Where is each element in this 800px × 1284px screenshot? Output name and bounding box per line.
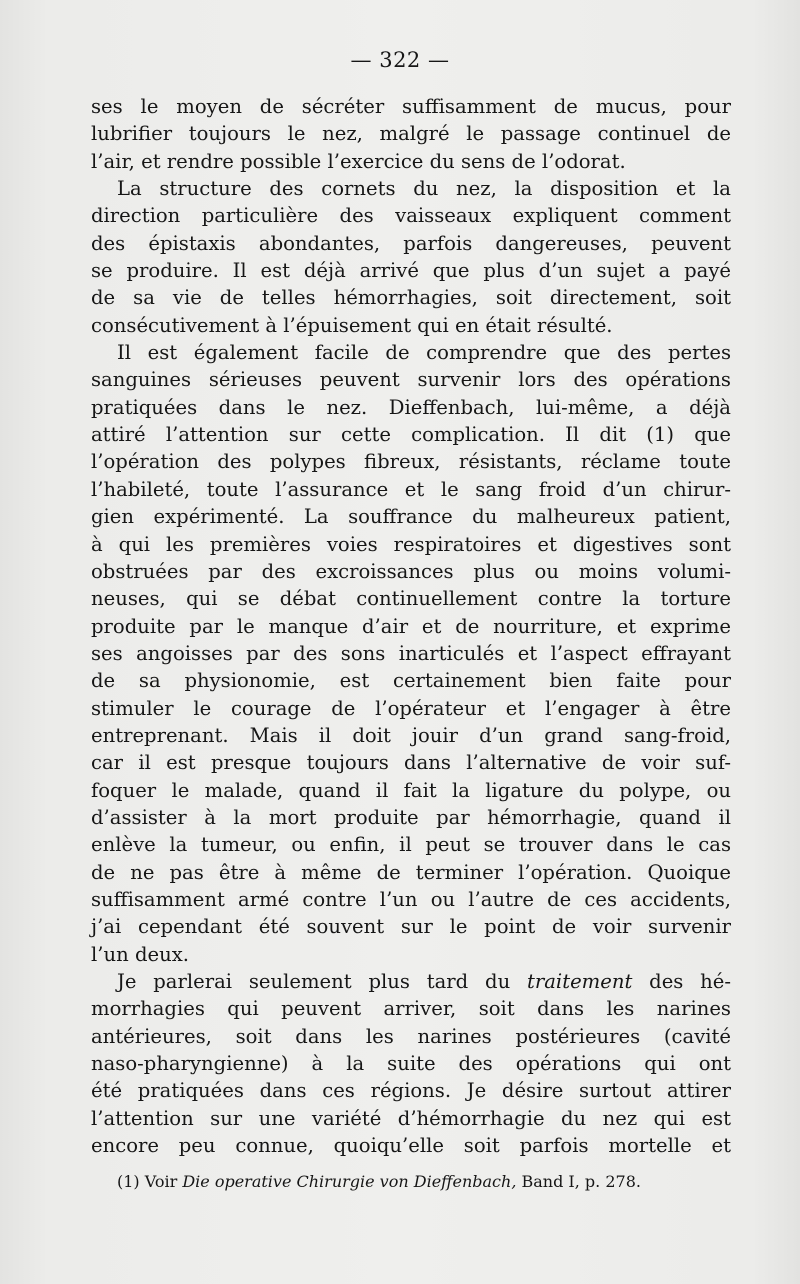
page-number: — 322 — [350,48,450,72]
text-line: sanguines sérieuses peuvent survenir lors des opérations [91,368,731,392]
text-line: l’opération des polypes fibreux, résistants, réclame toute [91,450,731,474]
text-line: morrhagies qui peuvent arriver, soit dans les narines [91,997,731,1021]
text-line: La structure des cornets du nez, la disposition et la [117,177,731,201]
text-line: enlève la tumeur, ou enfin, il peut se trouver dans le cas [91,833,731,857]
text-line: obstruées par des excroissances plus ou moins volumi- [91,559,731,583]
paragraph [91,968,731,1159]
text-line: l’air, et rendre possible l’exercice du sens de l’odorat. [91,149,626,173]
text-line: Il est également facile de comprendre que des pertes [117,341,731,365]
text-line: pratiquées dans le nez. Dieffenbach, lui-même, a déjà [91,395,731,419]
body-text [91,93,731,1159]
text-line: d’assister à la mort produite par hémorrhagie, quand il [91,805,731,829]
footnote-marker: (1) Voir [117,1172,183,1191]
text-line: l’attention sur une variété d’hémorrhagie du nez qui est [91,1106,731,1130]
text-line: de ne pas être à même de terminer l’opération. Quoique [91,860,731,884]
text-line: de sa physionomie, est certainement bien faite pour [91,669,731,693]
text-line: attiré l’attention sur cette complication. Il dit (1) que [91,423,731,447]
text-line: car il est presque toujours dans l’alternative de voir suf- [91,751,731,775]
paragraph [91,339,731,968]
text-line: stimuler le courage de l’opérateur et l’engager à être [91,696,731,720]
paragraph [91,93,731,175]
text-line: foquer le malade, quand il fait la ligature du polype, ou [91,778,731,802]
text-line: j’ai cependant été souvent sur le point de voir survenir [91,915,731,939]
text-line: de sa vie de telles hémorrhagies, soit directement, soit [91,286,731,310]
text-line: à qui les premières voies respiratoires et digestives sont [91,532,731,556]
text-line: ses angoisses par des sons inarticulés et l’aspect effrayant [91,641,731,665]
text-line: direction particulière des vaisseaux expliquent comment [91,204,731,228]
text-line: des épistaxis abondantes, parfois dangereuses, peuvent [91,231,731,255]
text-line: naso-pharyngienne) à la suite des opérations qui ont [91,1052,731,1076]
text-line: encore peu connue, quoiqu’elle soit parfois mortelle et [91,1134,731,1158]
footnote-rest: Band I, p. 278. [516,1172,641,1191]
text-line: entreprenant. Mais il doit jouir d’un grand sang-froid, [91,723,731,747]
text-line: suffisamment armé contre l’un ou l’autre de ces accidents, [91,887,731,911]
text-line: gien expérimenté. La souffrance du malheureux patient, [91,505,731,529]
footnote [117,1172,641,1191]
footnote-title: Die operative Chirurgie von Dieffenbach, [182,1172,517,1191]
text-line: lubrifier toujours le nez, malgré le passage continuel de [91,122,731,146]
text-line: consécutivement à l’épuisement qui en était résulté. [91,313,613,337]
text-line: l’un deux. [91,942,189,966]
text-line: été pratiquées dans ces régions. Je désire surtout attirer [91,1079,731,1103]
text-line: ses le moyen de sécréter suffisamment de mucus, pour [91,95,731,118]
text-line: se produire. Il est déjà arrivé que plus d’un sujet a payé [91,259,731,283]
paragraph [91,175,731,339]
text-line: neuses, qui se débat continuellement contre la torture [91,587,731,611]
text-line: Je parlerai seulement plus tard du traitement des hé- [117,970,731,993]
text-line: l’habileté, toute l’assurance et le sang froid d’un chirur- [91,477,731,501]
text-line: produite par le manque d’air et de nourriture, et exprime [91,614,731,638]
text-line: antérieures, soit dans les narines postérieures (cavité [91,1024,731,1048]
